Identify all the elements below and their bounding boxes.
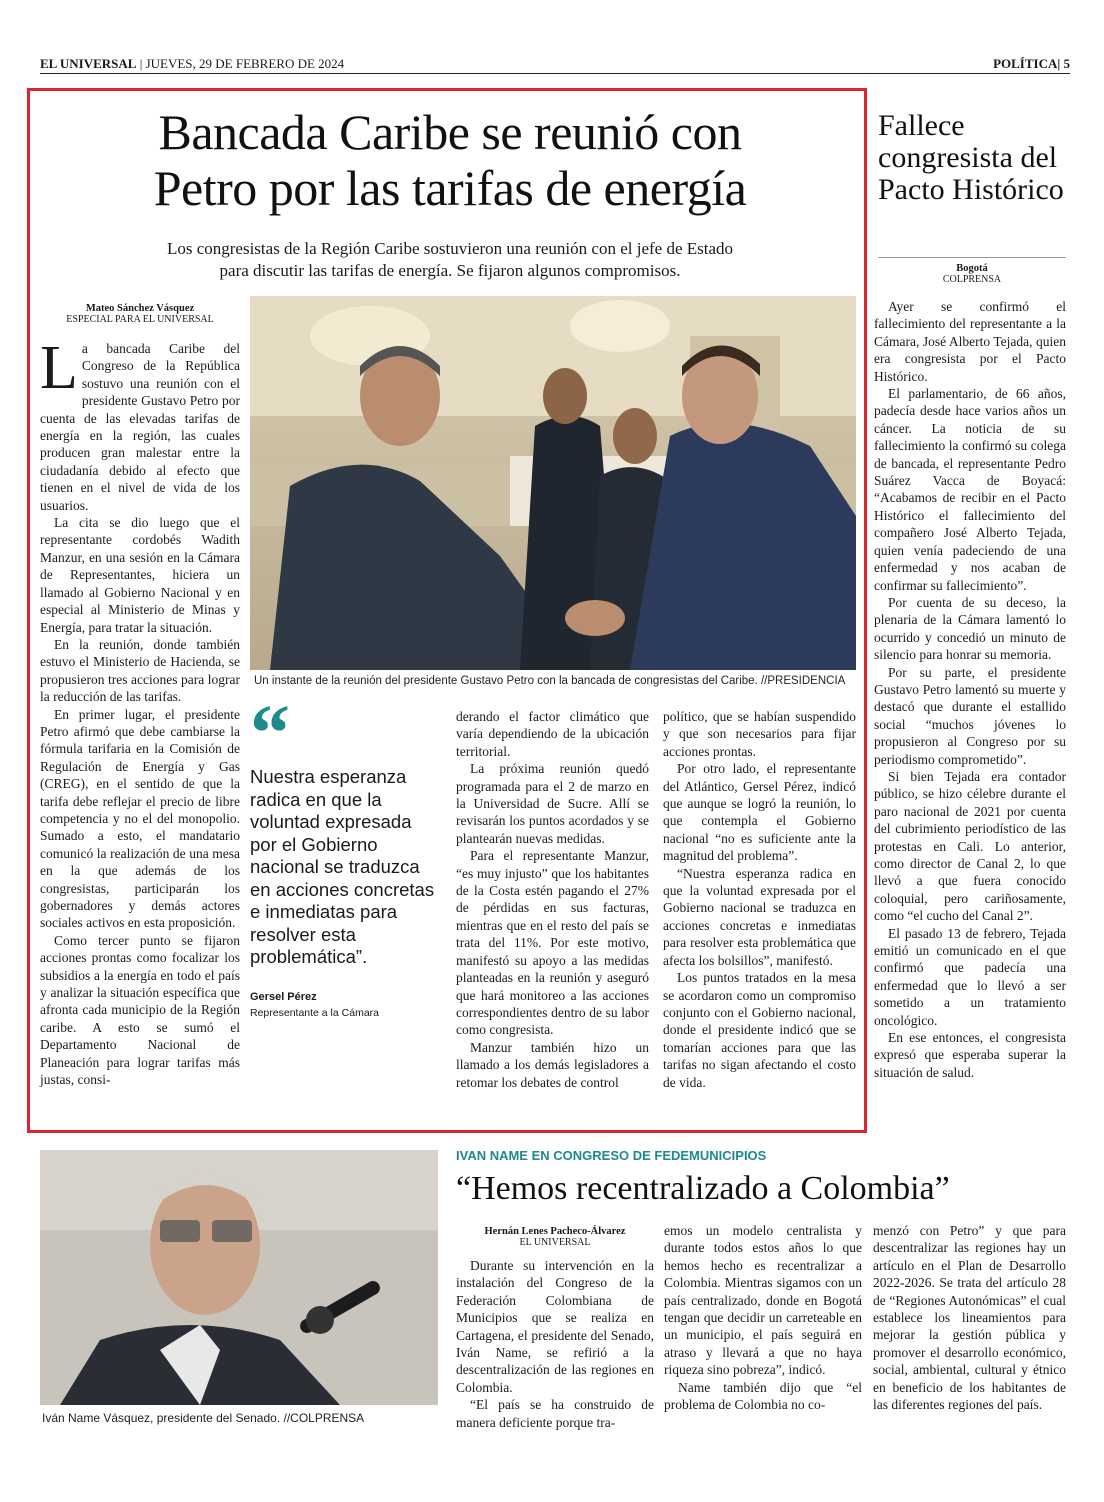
sidebar-headline: Fallece congresista del Pacto Histórico [878, 109, 1064, 206]
second-column-3: menzó con Petro” y que para descentralizar las regiones hay un artículo en el Plan de Desarrollo 2022-2026. Se trata del artículo 28 de “Regiones Autonómicas” el cual establece los lineamientos para mejorar la gestión pública y promover el desarrollo económico, social, ambiental, cultural y étnico en beneficio de los habitantes de las diferentes regiones del país. [873, 1223, 1066, 1413]
main-column-3: derando el factor climático que varía dependiendo de la ubicación territorial. La próxima reunión quedó programada para el 2 de marzo en la Universidad de Sucre. Allí se revisarán los puntos acordados y se plantearán nuevas medidas. Para el representante Manzur, “es muy injusto” que los habitantes de la Costa estén pagando el 27% de pérdidas en sus facturas, mientras que en el resto del país se trata del 11%. Por este motivo, manifestó su apoyo a las medidas planteadas en la reunión y aseguró que hará monitoreo a las acciones correspondientes dentro de su labor como congresista. Manzur también hizo un llamado a los demás legisladores a retomar los debates de control [456, 709, 649, 1090]
quote-role: Representante a la Cámara [250, 1006, 379, 1019]
pull-quote [250, 690, 440, 1019]
main-byline: Mateo Sánchez Vásquez ESPECIAL PARA EL UNIVERSAL [66, 303, 214, 325]
second-headline: “Hemos recentralizado a Colombia” [456, 1170, 950, 1207]
main-column-1: La bancada Caribe del Congreso de la República sostuvo una reunión con el presidente Gustavo Petro por cuenta de las elevadas tarifas de energía en la región, las cuales producen gran malestar entre la ciudadanía debido al efecto que tienen en el nivel de vida de los usuarios. La cita se dio luego que el representante cordobés Wadith Manzur, en una sesión en la Cámara de Representantes, hiciera un llamado al Gobierno Nacional y en especial al Ministerio de Minas y Energía, para tratar la situación. En la reunión, donde también estuvo el Ministerio de Hacienda, se propusieron tres acciones para lograr la reducción de las tarifas. En primer lugar, el presidente Petro afirmó que debe cambiarse la fórmula tarifaria en la Comisión de Regulación de Energía y Gas (CREG), en el sentido de que la tarifa debe reflejar el precio de libre competencia y no el del monopolio. Sumado a esto, el mandatario comunicó la realización de una mesa en la que además de los congresistas, participarán los gobernadores y demás actores sociales activos en esta proposición. Como tercer punto se fijaron acciones prontas como focalizar los subsidios a la energía en todo el país y analizar la situación específica que afronta cada municipio de la Región caribe. A esto se sumó el Departamento Nacional de Planeación para lograr tarifas más justas, consi- [40, 334, 240, 1088]
dropcap: L [40, 334, 78, 402]
issue-date: JUEVES, 29 DE FEBRERO DE 2024 [145, 56, 345, 71]
quote-mark: “ [250, 690, 290, 778]
sidebar-body: Ayer se confirmó el fallecimiento del representante a la Cámara, José Alberto Tejada, quien era congresista por el Pacto Histórico. El parlamentario, de 66 años, padecía desde hace varios años un cáncer. La noticia de su fallecimiento la confirmó su colega de bancada, el representante Pedro Suárez Vacca de Boyacá: “Acabamos de recibir en el Pacto Histórico el fallecimiento del compañero José Alberto Tejada, quien venía padeciendo de una enfermedad y nos acaban de confirmar su fallecimiento”. Por cuenta de su deceso, la plenaria de la Cámara lamentó lo ocurrido y concedió un minuto de silencio para honrar su memoria. Por su parte, el presidente Gustavo Petro lamentó su muerte y destacó que durante el estallido social “muchos jóvenes lo propusieron al Congreso por su periodismo comprometido”. Si bien Tejada era contador público, se hizo célebre durante el paro nacional de 2021 por cuenta del cubrimiento periodístico de las protestas en Cali. Lo anterior, como director de Canal 2, lo que llevó a que fuera conocido coloquial, pero cariñosamente, como “el cucho del Canal 2”. El pasado 13 de febrero, Tejada emitió un comunicado en el que confirmó que padecía una enfermedad que lo llevó a ser sometido a un tratamiento oncológico. En ese entonces, el congresista expresó que esperaba superar la situación de salud. [874, 299, 1066, 1080]
section-name: POLÍTICA [993, 56, 1058, 71]
sidebar-rule [878, 257, 1066, 258]
second-column-2: emos un modelo centralista y durante todos estos años lo que hemos hecho es recentralizar a Colombia. Mientras sigamos con un país centralizado, donde en Bogotá tengan que decidir un carreteable en un municipio, el país seguirá en atraso y llevará a que no haya riqueza sino pobreza”, indicó. Name también dijo que “el problema de Colombia no co- [664, 1223, 862, 1413]
second-kicker: IVAN NAME EN CONGRESO DE FEDEMUNICIPIOS [456, 1148, 767, 1163]
meeting-photo [250, 296, 856, 670]
page-number: 5 [1063, 56, 1070, 71]
name-photo-caption: Iván Name Vásquez, presidente del Senado. //COLPRENSA [42, 1411, 365, 1425]
main-column-4: político, que se habían suspendido y que son necesarios para fijar acciones prontas. Por otro lado, el representante del Atlántico, Gersel Pérez, indicó que aunque se logró la reunión, lo que contempla el Gobierno nacional “no es suficiente ante la magnitud del problema”. “Nuestra esperanza radica en que la voluntad expresada por el Gobierno nacional se traduzca en acciones concretas e inmediatas para resolver esta problemática que afecta los bolsillos”, manifestó. Los puntos tratados en la mesa se acordaron como un compromiso conjunto con el Gobierno nacional, donde el presidente indicó que se tomarían acciones para que las tarifas no sigan afectando el costo de vida. [663, 709, 856, 1090]
name-photo [40, 1150, 438, 1405]
main-deck: Los congresistas de la Región Caribe sostuvieron una reunión con el jefe de Estado para discutir las tarifas de energía. Se fijaron algunos compromisos. [166, 239, 734, 280]
quote-text: Nuestra esperanza radica en que la voluntad expresada por el Gobierno nacional se traduzca en acciones concretas e inmediatas para resolver esta problemática”. [250, 766, 435, 967]
meeting-photo-image [250, 296, 856, 670]
masthead-right: POLÍTICA| 5 [993, 56, 1070, 71]
masthead-rule [40, 73, 1070, 74]
name-photo-image [40, 1150, 438, 1405]
sidebar-byline: Bogotá COLPRENSA [942, 263, 1002, 285]
masthead-left: EL UNIVERSAL | JUEVES, 29 DE FEBRERO DE 2024 [40, 56, 345, 71]
paper-name: EL UNIVERSAL [40, 56, 137, 71]
photo-caption: Un instante de la reunión del presidente Gustavo Petro con la bancada de congresistas del Caribe. //PRESIDENCIA [254, 675, 846, 687]
quote-author: Gersel Pérez [250, 990, 317, 1003]
second-column-1: Durante su intervención en la instalación del Congreso de la Federación Colombiana de Municipios que se realiza en Cartagena, el presidente del Senado, Iván Name, se refirió a la descentralización de las regiones en Colombia. “El país se ha construido de manera deficiente porque tra- [456, 1258, 654, 1430]
second-byline: Hernán Lenes Pacheco-Álvarez EL UNIVERSAL [484, 1226, 626, 1248]
main-headline: Bancada Caribe se reunió con Petro por las tarifas de energía [153, 104, 747, 216]
